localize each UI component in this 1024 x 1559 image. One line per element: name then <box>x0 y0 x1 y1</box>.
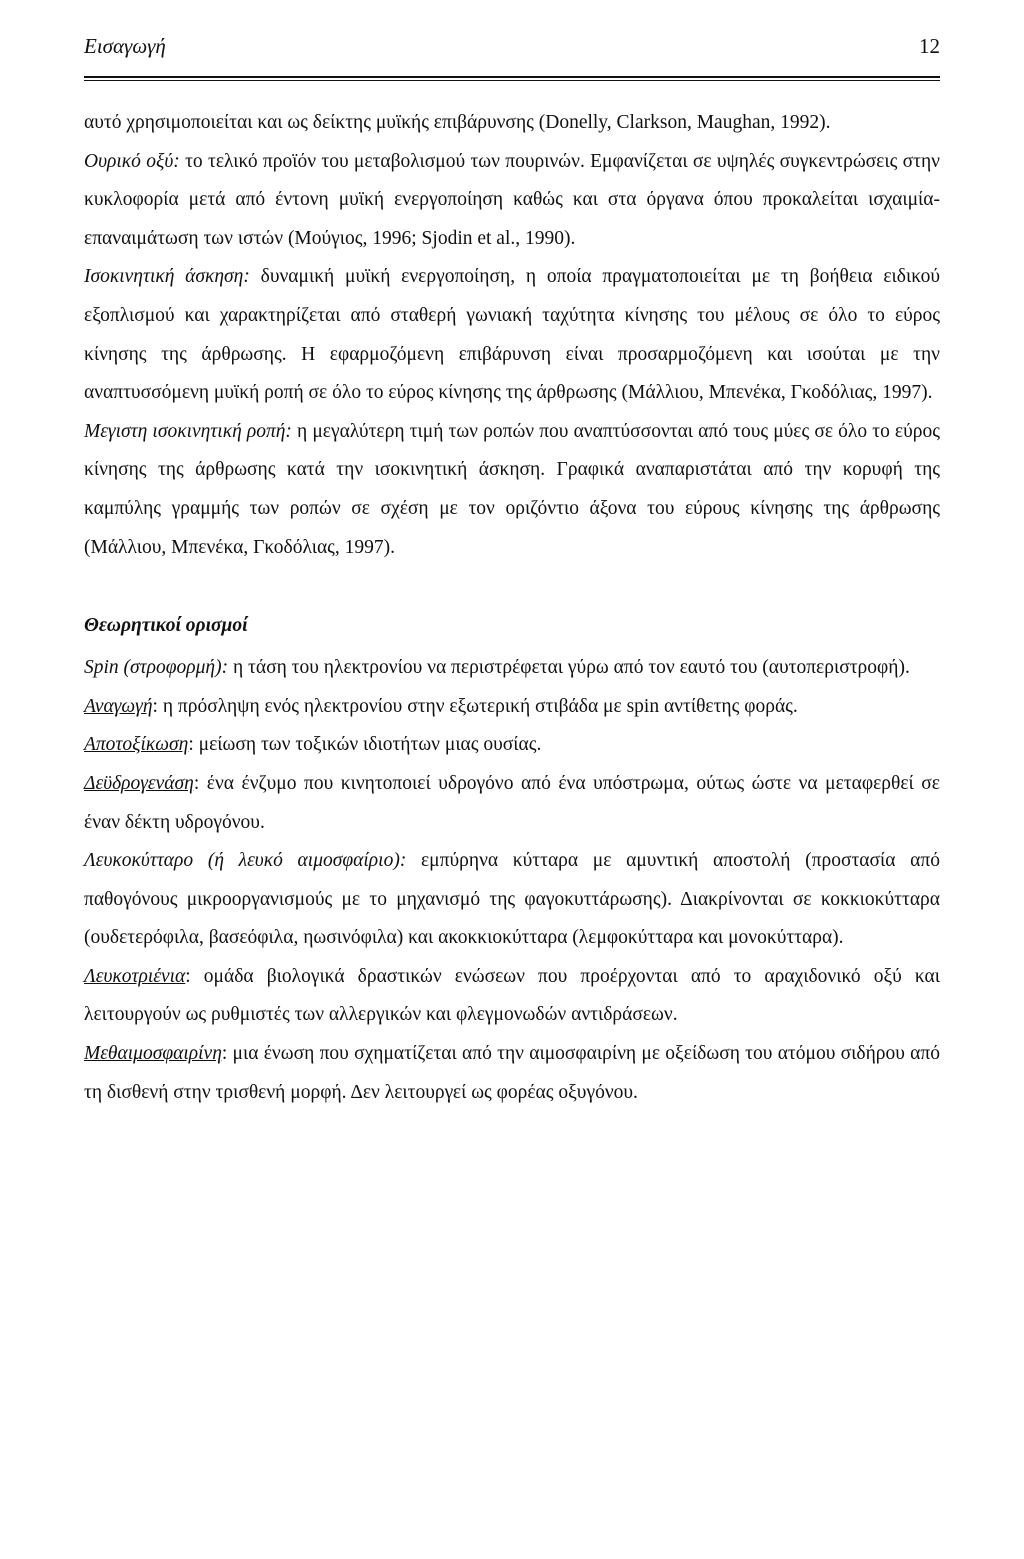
paragraph-text: δυναμική μυϊκή ενεργοποίηση, η οποία πραγματοποιείται με τη βοήθεια ειδικού εξοπλισμού και χαρακτηρίζεται από σταθερή γωνιακή ταχύτητα κίνησης του μέλους σε όλο το εύρος κίνησης της άρθρωσης. Η εφαρμοζόμενη επιβάρυνση είναι προσαρμοζόμενη και ισούται με την αναπτυσσόμενη μυϊκή ροπή σε όλο το εύρος κίνησης της άρθρωσης (Μάλλιου, Μπενέκα, Γκοδόλιας, 1997). <box>84 266 940 404</box>
definition-term: Δεϋδρογενάση <box>84 772 194 794</box>
definition-text: : ένα ένζυμο που κινητοποιεί υδρογόνο από ένα υπόστρωμα, ούτως ώστε να μεταφερθεί σε έναν δέκτη υδρογόνου. <box>84 772 940 833</box>
paragraph <box>84 258 940 412</box>
paragraph-text: αυτό χρησιμοποιείται και ως δείκτης μυϊκής επιβάρυνσης (Donelly, Clarkson, Maughan, 1992). <box>84 112 831 133</box>
paragraph-term: Ισοκινητική άσκηση: <box>84 266 250 288</box>
definitions-list <box>84 649 940 1112</box>
definition-item <box>84 958 940 1035</box>
section-title: Εισαγωγή <box>84 34 166 58</box>
definition-term: Λευκοτριένια <box>84 965 186 987</box>
definition-item <box>84 765 940 842</box>
paragraph-text: το τελικό προϊόν του μεταβολισμού των πουρινών. Εμφανίζεται σε υψηλές συγκεντρώσεις στην κυκλοφορία μετά από έντονη μυϊκή ενεργοποίηση καθώς και στα όργανα όπου προκαλείται ισχαιμία-επαναιμάτωση των ιστών (Μούγιος, 1996; Sjodin et al., 1990). <box>84 150 940 249</box>
section-heading: Θεωρητικοί ορισμοί <box>84 615 248 637</box>
definition-text: : ομάδα βιολογικά δραστικών ενώσεων που προέρχονται από το αραχιδονικό οξύ και λειτουργούν ως ρυθμιστές των αλλεργικών και φλεγμονωδών αντιδράσεων. <box>84 965 940 1026</box>
definition-text: εμπύρηνα κύτταρα με αμυντική αποστολή (προστασία από παθογόνους μικροοργανισμούς με το μηχανισμό της φαγοκυττάρωσης). Διακρίνονται σε κοκκιοκύτταρα (ουδετερόφιλα, βασεόφιλα, ηωσινόφιλα) και ακοκκιοκύτταρα (λεμφοκύτταρα και μονοκύτταρα). <box>84 850 940 949</box>
definition-term: Αναγωγή <box>84 695 153 717</box>
definition-item <box>84 688 940 727</box>
paragraph-text: η μεγαλύτερη τιμή των ροπών που αναπτύσσονται από τους μύες σε όλο το εύρος κίνησης της άρθρωσης κατά την ισοκινητική άσκηση. Γραφικά αναπαριστάται από την κορυφή της καμπύλης γραμμής των ροπών σε σχέση με τον οριζόντιο άξονα του εύρους κίνησης της άρθρωσης (Μάλλιου, Μπενέκα, Γκοδόλιας, 1997). <box>84 420 940 558</box>
definition-item <box>84 649 940 688</box>
page-number: 12 <box>919 34 940 58</box>
running-header <box>84 34 940 59</box>
definition-text: : μείωση των τοξικών ιδιοτήτων μιας ουσίας. <box>188 734 542 756</box>
paragraph <box>84 104 940 143</box>
paragraph <box>84 143 940 259</box>
definition-item <box>84 726 940 765</box>
definition-text: : η πρόσληψη ενός ηλεκτρονίου στην εξωτερική στιβάδα με spin αντίθετης φοράς. <box>152 695 798 717</box>
definition-term: Αποτοξίκωση <box>84 734 189 756</box>
definition-item <box>84 1035 940 1112</box>
paragraph-term: Ουρικό οξύ: <box>84 150 180 172</box>
definition-term: Spin (στροφορμή): <box>84 657 229 679</box>
definition-item <box>84 842 940 958</box>
definition-text: η τάση του ηλεκτρονίου να περιστρέφεται γύρω από τον εαυτό του (αυτοπεριστροφή). <box>228 657 910 679</box>
definition-term: Μεθαιμοσφαιρίνη <box>84 1043 222 1065</box>
paragraph-term: Μεγιστη ισοκινητική ροπή: <box>84 420 292 442</box>
paragraph <box>84 413 940 567</box>
definition-term: Λευκοκύτταρο (ή λευκό αιμοσφαίριο): <box>84 850 407 872</box>
body-text <box>84 104 940 1112</box>
header-rule <box>84 76 940 80</box>
definition-text: : μια ένωση που σχηματίζεται από την αιμοσφαιρίνη με οξείδωση του ατόμου σιδήρου από τη δισθενή στην τρισθενή μορφή. Δεν λειτουργεί ως φορέας οξυγόνου. <box>84 1043 940 1103</box>
